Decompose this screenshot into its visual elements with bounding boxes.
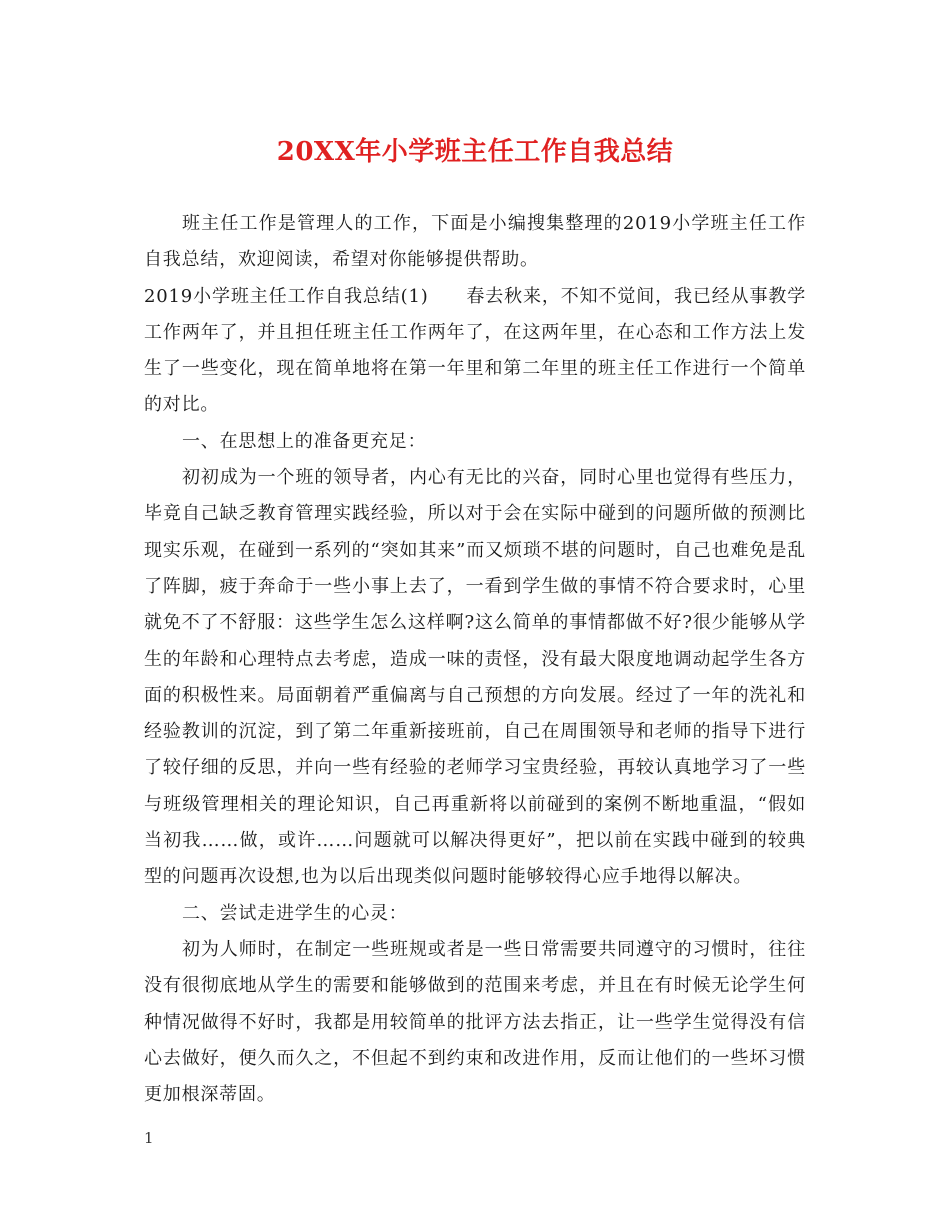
section-heading-1: 一、在思想上的准备更充足： [182, 430, 427, 452]
section-paragraph-1: 初初成为一个班的领导者，内心有无比的兴奋，同时心里也觉得有些压力，毕竟自己缺乏教育管理实践经验，所以对于会在实际中碰到的问题所做的预测比现实乐观，在碰到一系列的“突如其来”而又烦琐不堪的问题时，自己也难免是乱了阵脚，疲于奔命于一些小事上去了，一看到学生做的事情不符合要求时，心里就免不了不舒服：这些学生怎么这样啊?这么简单的事情都做不好?很少能够从学生的年龄和心理特点去考虑，造成一味的责怪，没有最大限度地调动起学生各方面的积极性来。局面朝着严重偏离与自己预想的方向发展。经过了一年的洗礼和经验教训的沉淀，到了第二年重新接班前，自己在周围领导和老师的指导下进行了较仔细的反思，并向一些有经验的老师学习宝贵经验，再较认真地学习了一些与班级管理相关的理论知识，自己再重新将以前碰到的案例不断地重温，“假如当初我……做，或许……问题就可以解决得更好”，把以前在实践中碰到的较典型的问题再次设想,也为以后出现类似问题时能够较得心应手地得以解决。 [144, 467, 806, 888]
section-heading-2: 二、尝试走进学生的心灵： [182, 902, 408, 924]
page-number: 1 [144, 1129, 154, 1147]
summary-paragraph-1: 2019小学班主任工作自我总结(1) 春去秋来，不知不觉间，我已经从事教学工作两年了，并且担任班主任工作两年了，在这两年里，在心态和工作方法上发生了一些变化，现在简单地将在第一年里和第二年里的班主任工作进行一个简单的对比。 [144, 285, 806, 416]
document-body [144, 206, 806, 1113]
intro-paragraph: 班主任工作是管理人的工作，下面是小编搜集整理的2019小学班主任工作自我总结，欢迎阅读，希望对你能够提供帮助。 [144, 213, 806, 271]
section-paragraph-2: 初为人师时，在制定一些班规或者是一些日常需要共同遵守的习惯时，往往没有很彻底地从学生的需要和能够做到的范围来考虑，并且在有时候无论学生何种情况做得不好时，我都是用较简单的批评方法去指正，让一些学生觉得没有信心去做好，便久而久之，不但起不到约束和改进作用，反而让他们的一些坏习惯更加根深蒂固。 [144, 938, 806, 1106]
document-title: 20XX年小学班主任工作自我总结 [276, 137, 674, 167]
